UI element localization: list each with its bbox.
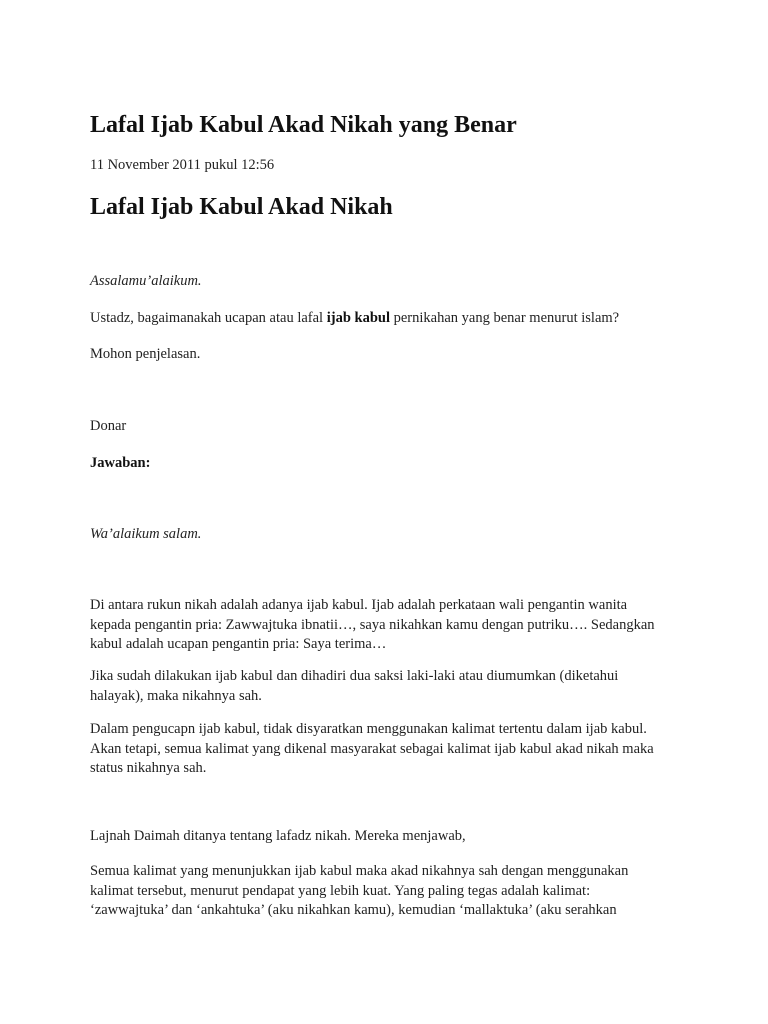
question-text-after: pernikahan yang benar menurut islam?	[390, 310, 620, 326]
paragraph-line: Dalam pengucapn ijab kabul, tidak disyaratkan menggunakan kalimat tertentu dalam ijab kabul.	[90, 721, 647, 737]
paragraph-line: Akan tetapi, semua kalimat yang dikenal masyarakat sebagai kalimat ijab kabul akad nikah maka	[90, 740, 654, 757]
paragraph-line: kabul adalah ucapan pengantin pria: Saya terima…	[90, 636, 387, 652]
paragraph-line: kalimat tersebut, menurut pendapat yang lebih kuat. Yang paling tegas adalah kalimat:	[90, 882, 591, 899]
paragraph-5	[90, 862, 690, 921]
post-date: 11 November 2011 pukul 12:56	[90, 157, 275, 173]
question-text-before: Ustadz, bagaimanakah ucapan atau lafal	[90, 310, 327, 326]
paragraph-1	[90, 596, 690, 655]
paragraph-line: ‘zawwajtuka’ dan ‘ankahtuka’ (aku nikahkan kamu), kemudian ‘mallaktuka’ (aku serahkan	[90, 902, 617, 918]
paragraph-line: Semua kalimat yang menunjukkan ijab kabul maka akad nikahnya sah dengan menggunakan	[90, 863, 629, 879]
paragraph-line: Di antara rukun nikah adalah adanya ijab kabul. Ijab adalah perkataan wali pengantin wanita	[90, 597, 628, 613]
paragraph-line: kepada pengantin pria: Zawwajtuka ibnatii…, saya nikahkan kamu dengan putriku…. Sedangkan	[90, 616, 655, 633]
request-text: Mohon penjelasan.	[90, 346, 201, 362]
document-title: Lafal Ijab Kabul Akad Nikah yang Benar	[90, 112, 517, 138]
paragraph-4	[90, 827, 690, 847]
paragraph-line: halayak), maka nikahnya sah.	[90, 687, 262, 704]
paragraph-line: Lajnah Daimah ditanya tentang lafadz nikah. Mereka menjawab,	[90, 828, 466, 844]
paragraph-line: Jika sudah dilakukan ijab kabul dan dihadiri dua saksi laki-laki atau diumumkan (diketahui	[90, 668, 619, 684]
answer-label: Jawaban:	[90, 455, 151, 471]
paragraph-line: status nikahnya sah.	[90, 760, 207, 776]
reply-greeting: Wa’alaikum salam.	[90, 526, 202, 542]
section-heading: Lafal Ijab Kabul Akad Nikah	[90, 194, 393, 220]
paragraph-3	[90, 720, 690, 779]
greeting: Assalamu’alaikum.	[90, 273, 202, 289]
author-name: Donar	[90, 418, 127, 434]
paragraph-2	[90, 667, 690, 706]
question-text-bold: ijab kabul	[326, 310, 390, 326]
question-text	[90, 309, 619, 328]
